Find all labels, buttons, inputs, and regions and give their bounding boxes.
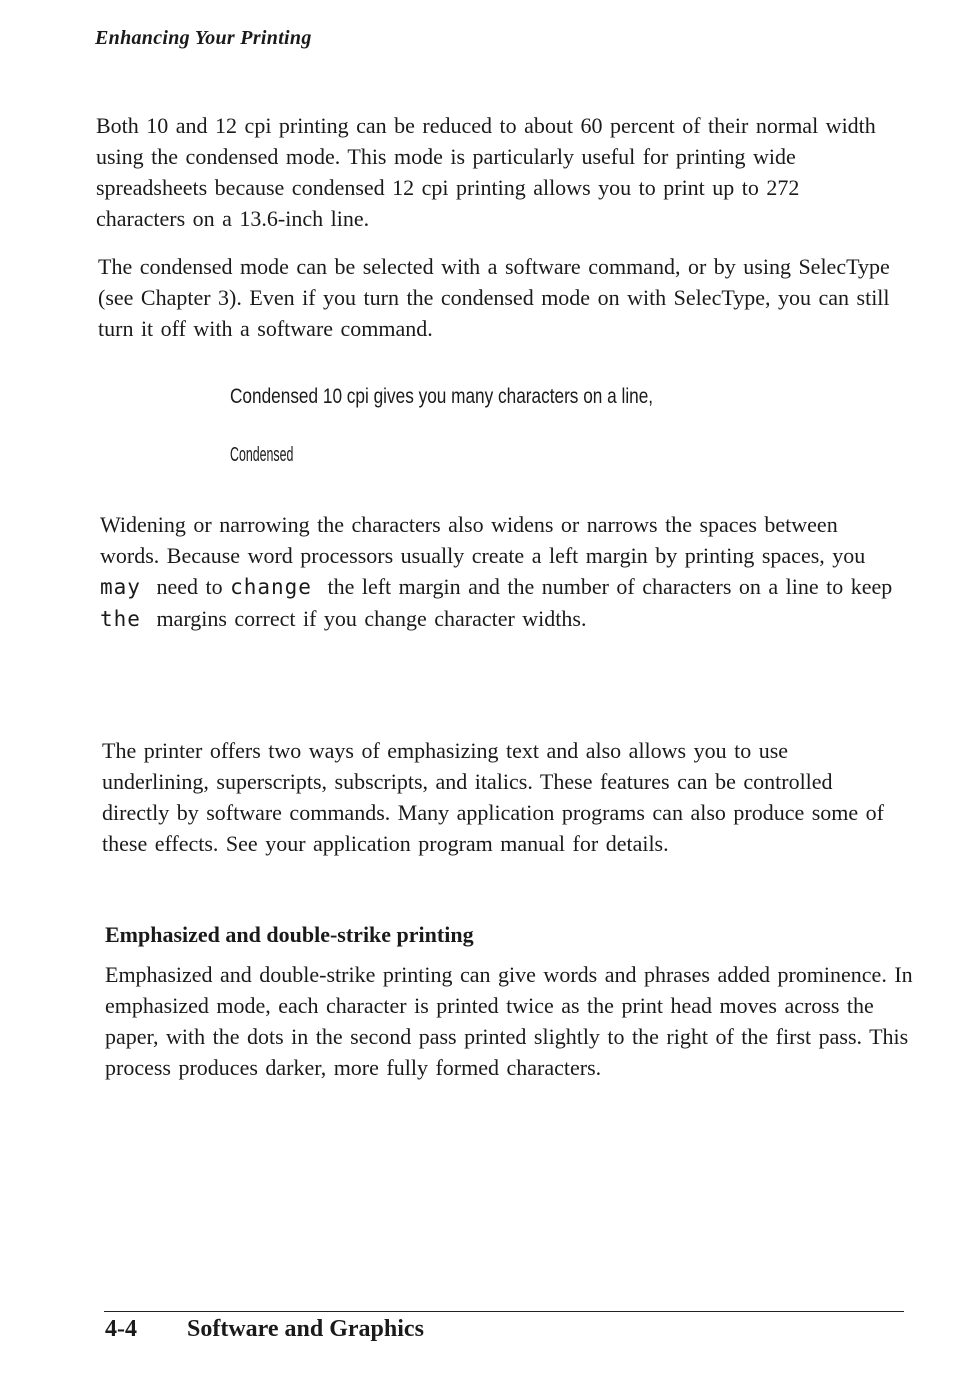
paragraph-character-widths (100, 509, 900, 635)
monospace-word: may (100, 575, 141, 599)
section-subheading: Emphasized and double-strike printing (105, 922, 474, 947)
monospace-word: the (100, 607, 141, 631)
paragraph-condensed-selection: The condensed mode can be selected with a software command, or by using SelecType (see Chapter 3). Even if you turn the condensed mode on with SelecType, you can still turn it off with a software command. (98, 254, 890, 341)
paragraph-text: Widening or narrowing the characters also widens or narrows the spaces between words. Because word processors usually create a left margin by printing spaces, you (100, 512, 866, 568)
page-number: 4-4 (105, 1316, 137, 1342)
page-footer (105, 1316, 424, 1343)
paragraph-emphasized-mode: Emphasized and double-strike printing can give words and phrases added prominence. In emphasized mode, each character is printed twice as the print head moves across the paper, with the dots in the second pass printed slightly to the right of the first pass. This process produces darker, more fully formed characters. (105, 962, 913, 1080)
condensed-12cpi-sample: Condensed (230, 444, 294, 466)
monospace-word: change (230, 575, 312, 599)
paragraph-emphasizing-text: The printer offers two ways of emphasizing text and also allows you to use underlining, superscripts, subscripts, and italics. These features can be controlled directly by software commands. Many application programs can also produce some of these effects. See your application program manual for details. (102, 738, 884, 856)
paragraph-text: margins correct if you change character widths. (156, 606, 587, 631)
chapter-title: Software and Graphics (187, 1316, 424, 1342)
footer-rule (104, 1311, 904, 1312)
paragraph-condensed-intro: Both 10 and 12 cpi printing can be reduced to about 60 percent of their normal width using the condensed mode. This mode is particularly useful for printing wide spreadsheets because condensed 12 cpi printing allows you to print up to 272 characters on a 13.6-inch line. (96, 113, 876, 231)
condensed-10cpi-sample: Condensed 10 cpi gives you many characters on a line, (230, 385, 654, 408)
paragraph-text: need to (156, 574, 223, 599)
running-head: Enhancing Your Printing (95, 27, 312, 49)
paragraph-text: the left margin and the number of characters on a line to keep (327, 574, 893, 599)
